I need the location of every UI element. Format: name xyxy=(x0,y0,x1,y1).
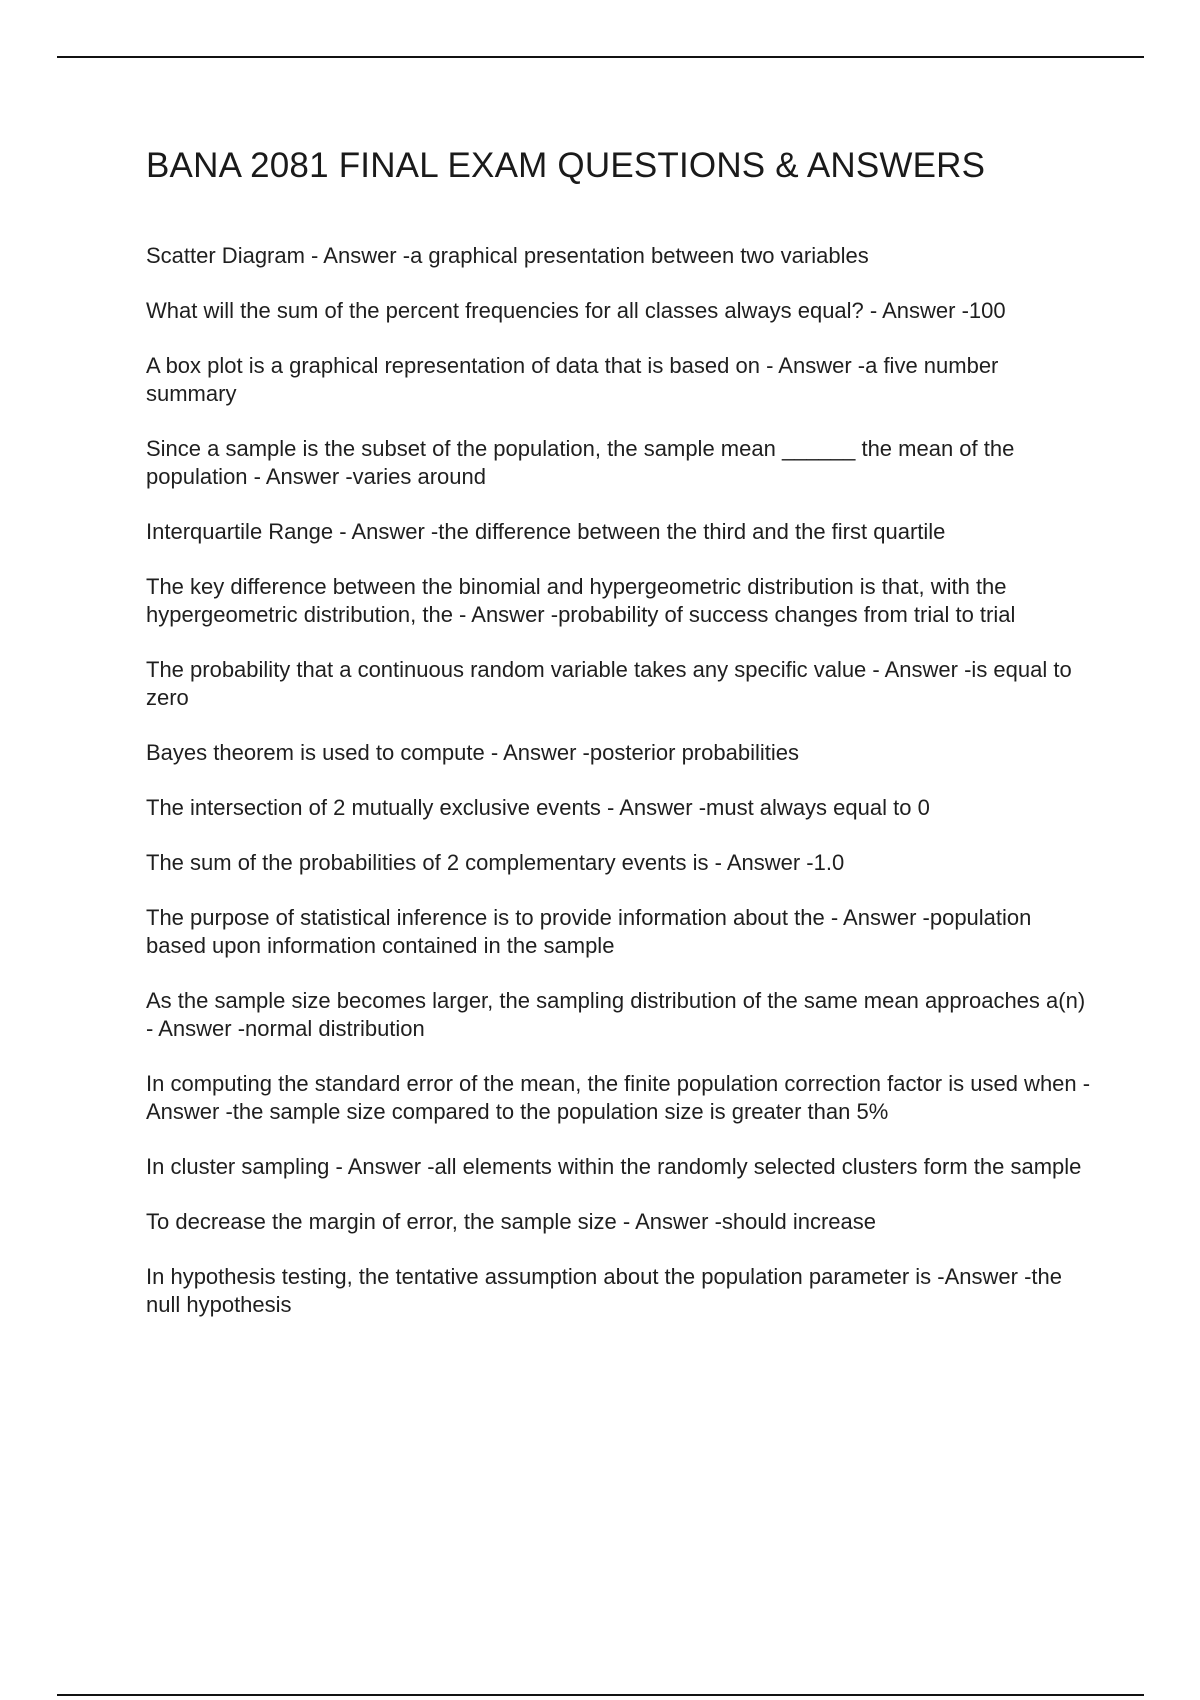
qa-item: To decrease the margin of error, the sample size - Answer -should increase xyxy=(146,1209,877,1234)
qa-item: Bayes theorem is used to compute - Answer -posterior probabilities xyxy=(146,740,799,765)
qa-item: As the sample size becomes larger, the sampling distribution of the same mean approaches a(n) - Answer -normal distribution xyxy=(146,988,1086,1041)
qa-item: In cluster sampling - Answer -all elements within the randomly selected clusters form the sample xyxy=(146,1154,1082,1179)
qa-item: The sum of the probabilities of 2 complementary events is - Answer -1.0 xyxy=(146,850,845,875)
qa-item: In computing the standard error of the mean, the finite population correction factor is used when - Answer -the sample size compared to the population size is greater than 5% xyxy=(146,1071,1091,1124)
qa-item: A box plot is a graphical representation of data that is based on - Answer -a five number summary xyxy=(146,353,999,406)
qa-item: In hypothesis testing, the tentative assumption about the population parameter is -Answer -the null hypothesis xyxy=(146,1264,1062,1317)
qa-item: What will the sum of the percent frequencies for all classes always equal? - Answer -100 xyxy=(146,298,1006,323)
qa-item: The purpose of statistical inference is to provide information about the - Answer -population based upon information contained in the sample xyxy=(146,905,1032,958)
bottom-divider xyxy=(57,1694,1144,1696)
top-divider xyxy=(57,56,1144,58)
qa-item: Scatter Diagram - Answer -a graphical presentation between two variables xyxy=(146,243,869,268)
qa-item: The key difference between the binomial and hypergeometric distribution is that, with the hypergeometric distribution, the - Answer -probability of success changes from trial to trial xyxy=(146,574,1016,627)
page-title: BANA 2081 FINAL EXAM QUESTIONS & ANSWERS xyxy=(146,146,986,185)
qa-item: The probability that a continuous random variable takes any specific value - Answer -is equal to zero xyxy=(146,657,1072,710)
qa-item: Interquartile Range - Answer -the difference between the third and the first quartile xyxy=(146,519,946,544)
qa-list xyxy=(146,242,1091,1346)
qa-item: Since a sample is the subset of the population, the sample mean ______ the mean of the population - Answer -varies around xyxy=(146,436,1015,489)
qa-item: The intersection of 2 mutually exclusive events - Answer -must always equal to 0 xyxy=(146,795,930,820)
